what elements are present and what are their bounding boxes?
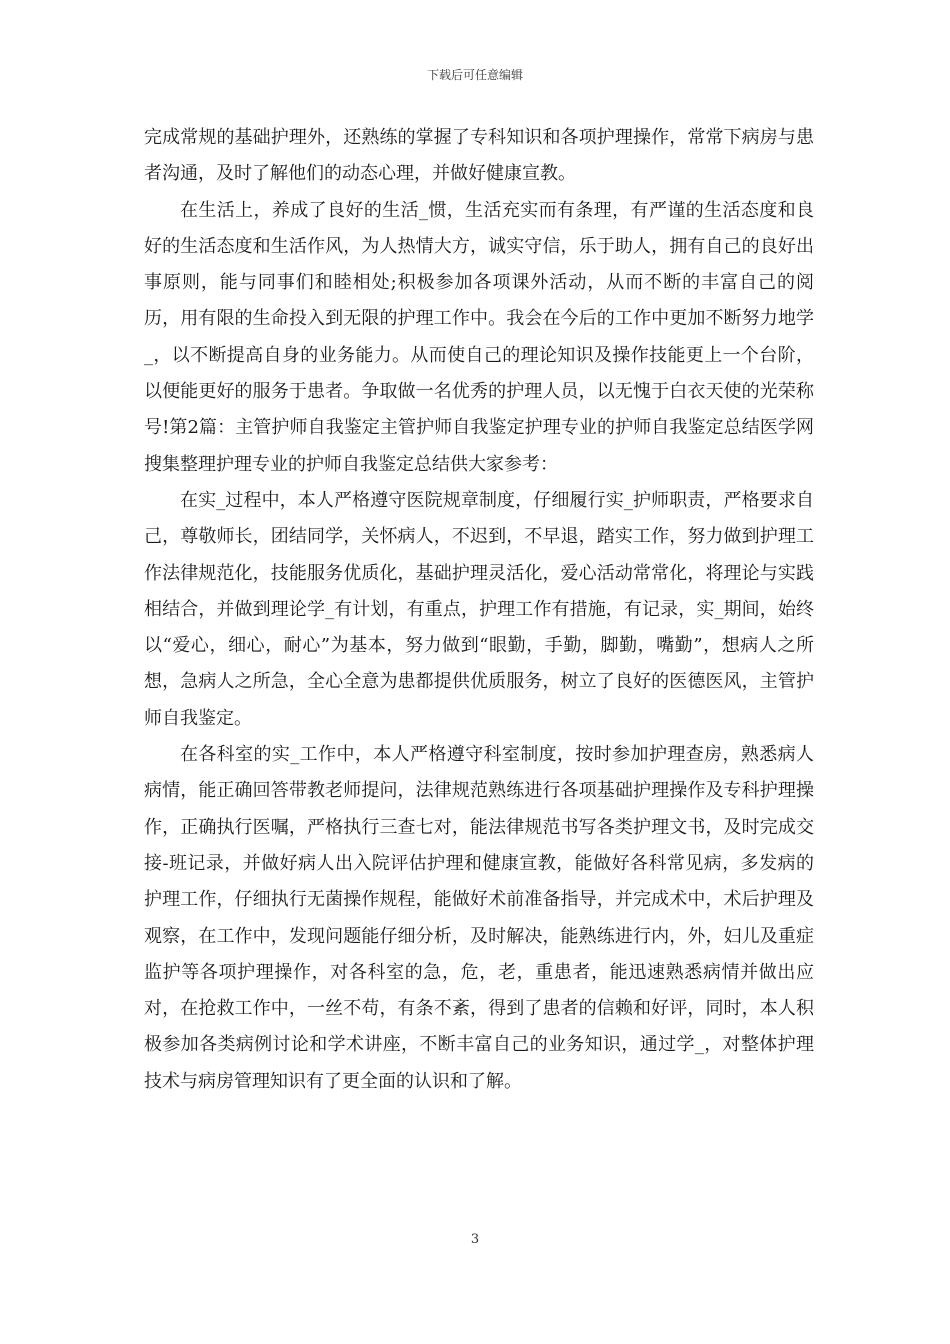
document-body [144, 120, 814, 1100]
paragraph-2: 在生活上，养成了良好的生活_惯，生活充实而有条理，有严谨的生活态度和良好的生活态度和生活作风，为人热情大方，诚实守信，乐于助人，拥有自己的良好出事原则，能与同事们和睦相处;积极参加各项课外活动，从而不断的丰富自己的阅历，用有限的生命投入到无限的护理工作中。我会在今后的工作中更加不断努力地学_，以不断提高自身的业务能力。从而使自己的理论知识及操作技能更上一个台阶，以便能更好的服务于患者。争取做一名优秀的护理人员，以无愧于白衣天使的光荣称号!第2篇：主管护师自我鉴定主管护师自我鉴定护理专业的护师自我鉴定总结医学网搜集整理护理专业的护师自我鉴定总结供大家参考： [144, 199, 814, 475]
paragraph-1: 完成常规的基础护理外，还熟练的掌握了专科知识和各项护理操作，常常下病房与患者沟通，及时了解他们的动态心理，并做好健康宣教。 [144, 127, 814, 185]
paragraph-4: 在各科室的实_工作中，本人严格遵守科室制度，按时参加护理查房，熟悉病人病情，能正确回答带教老师提问，法律规范熟练进行各项基础护理操作及专科护理操作，正确执行医嘱，严格执行三查七对，能法律规范书写各类护理文书，及时完成交接-班记录，并做好病人出入院评估护理和健康宣教，能做好各科常见病，多发病的护理工作，仔细执行无菌操作规程，能做好术前准备指导，并完成术中，术后护理及观察，在工作中，发现问题能仔细分析，及时解决，能熟练进行内，外，妇儿及重症监护等各项护理操作，对各科室的急，危，老，重患者，能迅速熟悉病情并做出应对，在抢救工作中，一丝不苟，有条不紊，得到了患者的信赖和好评，同时，本人积极参加各类病例讨论和学术讲座，不断丰富自己的业务知识，通过学_，对整体护理技术与病房管理知识有了更全面的认识和了解。 [144, 744, 814, 1092]
paragraph-3: 在实_过程中，本人严格遵守医院规章制度，仔细履行实_护师职责，严格要求自己，尊敬师长，团结同学，关怀病人，不迟到，不早退，踏实工作，努力做到护理工作法律规范化，技能服务优质化，基础护理灵活化，爱心活动常常化，将理论与实践相结合，并做到理论学_有计划，有重点，护理工作有措施，有记录，实_期间，始终以“爱心，细心，耐心”为基本，努力做到“眼勤，手勤，脚勤，嘴勤”，想病人之所想，急病人之所急，全心全意为患都提供优质服务，树立了良好的医德医风，主管护师自我鉴定。 [144, 489, 814, 729]
page-header: 下载后可任意编辑 [426, 68, 523, 82]
page-number: 3 [470, 1232, 480, 1247]
